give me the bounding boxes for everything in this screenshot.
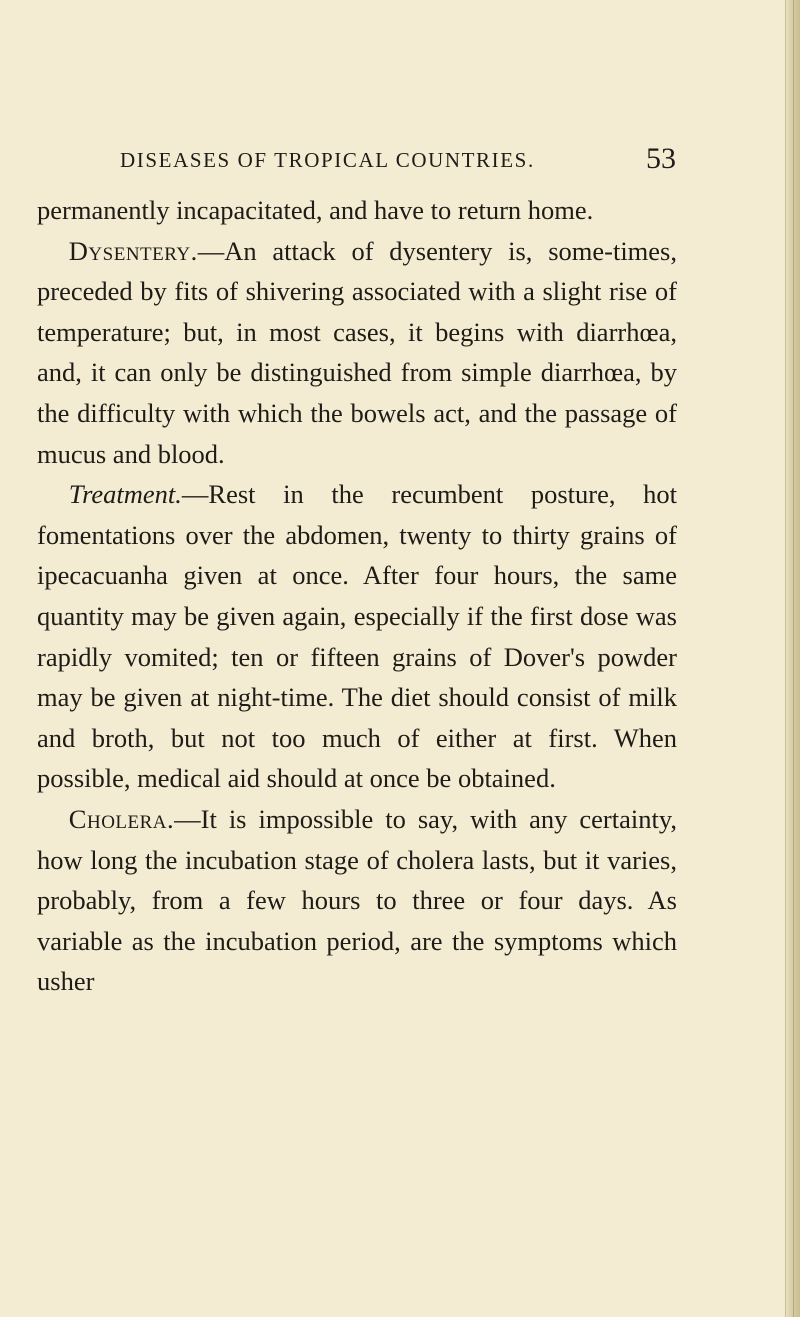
page-number: 53	[646, 142, 676, 175]
cholera-text: —It is impossible to say, with any certainty, how long the incubation stage of cholera lasts, but it varies, probably, from a few hours to three or four days. As variable as the incubation period, are the symptoms which usher	[37, 803, 677, 997]
body-text	[37, 190, 677, 1002]
page-edge-line	[793, 0, 794, 1317]
dysentery-heading: Dysentery.	[68, 235, 198, 266]
paragraph-continuation: permanently incapacitated, and have to return home.	[37, 195, 594, 225]
paragraph-treatment	[37, 474, 677, 799]
paragraph-dysentery	[37, 231, 677, 475]
treatment-heading: Treatment.	[68, 479, 182, 510]
page-header	[120, 142, 676, 178]
dysentery-text: —An attack of dysentery is, some-times, preceded by fits of shivering associated with a slight rise of temperature; but, in most cases, it begins with diarrhœa, and, it can only be distinguished from simple diarrhœa, by the difficulty with which the bowels act, and the passage of mucus and blood.	[37, 235, 677, 469]
running-title: DISEASES OF TROPICAL COUNTRIES.	[120, 148, 535, 172]
treatment-text: —Rest in the recumbent posture, hot fomentations over the abdomen, twenty to thirty grains of ipecacuanha given at once. After four hours, the same quantity may be given again, especially if the first dose was rapidly vomited; ten or fifteen grains of Dover's powder may be given at night-time. The diet should consist of milk and broth, but not too much of either at first. When possible, medical aid should at once be obtained.	[37, 479, 677, 794]
cholera-heading: Cholera.	[68, 803, 175, 834]
paragraph-cholera	[37, 799, 677, 1002]
